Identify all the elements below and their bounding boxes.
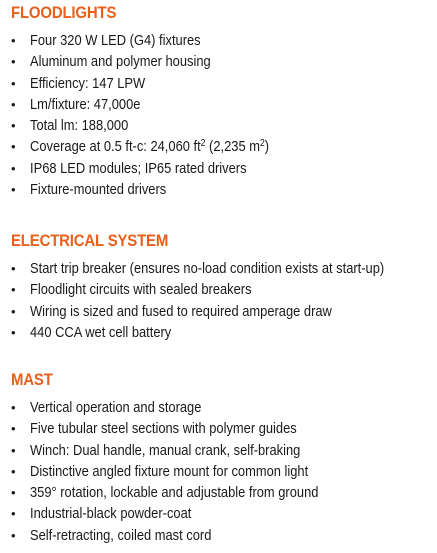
list-item-text: Total lm: 188,000 <box>30 117 129 135</box>
bullet-icon: • <box>11 261 16 276</box>
coverage-text <box>30 136 269 157</box>
list-item-text: Self-retracting, coiled mast cord <box>30 526 212 544</box>
list-item <box>0 397 437 418</box>
section-heading-mast: MAST <box>11 370 53 389</box>
bullet-icon: • <box>11 485 16 501</box>
list-item <box>0 461 437 482</box>
bullet-icon: • <box>11 324 16 340</box>
coverage-value: Coverage at 0.5 ft-c: 24,060 ft <box>30 138 201 156</box>
bullet-icon: • <box>11 33 16 48</box>
list-item-text: 359° rotation, lockable and adjustable from ground <box>30 484 319 502</box>
coverage-close: ) <box>264 138 270 156</box>
list-item <box>0 503 437 524</box>
list-item-text: Lm/fixture: 47,000e <box>30 95 141 113</box>
superscript: 2 <box>200 138 206 150</box>
list-item <box>0 525 437 546</box>
bullet-icon: • <box>11 400 16 415</box>
list-item <box>0 279 437 300</box>
list-item <box>0 94 437 115</box>
bullet-icon: • <box>11 303 16 319</box>
coverage-metric: (2,235 m <box>205 138 260 156</box>
bullet-icon: • <box>11 160 16 176</box>
bullet-icon: • <box>11 139 16 155</box>
list-item <box>0 301 437 322</box>
list-item-text: Industrial-black powder-coat <box>30 505 192 523</box>
list-item-text: Winch: Dual handle, manual crank, self-braking <box>30 441 301 459</box>
electrical-list <box>0 258 437 343</box>
list-item <box>0 158 437 179</box>
list-item-text: Fixture-mounted drivers <box>30 181 167 199</box>
bullet-icon: • <box>11 527 16 543</box>
bullet-icon: • <box>11 75 16 91</box>
bullet-icon: • <box>11 421 16 437</box>
list-item-text: Vertical operation and storage <box>30 399 202 416</box>
list-item <box>0 482 437 503</box>
bullet-icon: • <box>11 96 16 112</box>
superscript: 2 <box>259 138 265 150</box>
list-item-text: Wiring is sized and fused to required amperage draw <box>30 302 332 320</box>
list-item-text: IP68 LED modules; IP65 rated drivers <box>30 159 247 177</box>
list-item <box>0 440 437 461</box>
bullet-icon: • <box>11 506 16 522</box>
floodlights-list <box>0 30 437 200</box>
electrical-system-section <box>0 231 437 343</box>
section-heading-electrical-system: ELECTRICAL SYSTEM <box>11 231 169 250</box>
list-item-text: Aluminum and polymer housing <box>30 53 211 71</box>
list-item <box>0 179 437 200</box>
bullet-icon: • <box>11 182 16 198</box>
list-item-text: 440 CCA wet cell battery <box>30 323 172 341</box>
list-item <box>0 136 437 157</box>
list-item <box>0 115 437 136</box>
list-item <box>0 73 437 94</box>
list-item <box>0 258 437 279</box>
bullet-icon: • <box>11 54 16 70</box>
list-item <box>0 30 437 51</box>
section-heading-floodlights: FLOODLIGHTS <box>11 3 117 22</box>
list-item-text: Distinctive angled fixture mount for common light <box>30 462 309 480</box>
list-item-text: Floodlight circuits with sealed breakers <box>30 281 252 299</box>
floodlights-section <box>0 3 437 200</box>
list-item <box>0 51 437 72</box>
list-item <box>0 418 437 439</box>
list-item <box>0 322 437 343</box>
bullet-icon: • <box>11 282 16 298</box>
bullet-icon: • <box>11 463 16 479</box>
mast-section <box>0 370 437 546</box>
list-item-text: Four 320 W LED (G4) fixtures <box>30 32 201 49</box>
bullet-icon: • <box>11 442 16 458</box>
mast-list <box>0 397 437 546</box>
list-item-text: Efficiency: 147 LPW <box>30 74 146 92</box>
list-item-text: Start trip breaker (ensures no-load condition exists at start-up) <box>30 260 385 277</box>
list-item-text: Five tubular steel sections with polymer guides <box>30 420 297 438</box>
bullet-icon: • <box>11 118 16 134</box>
